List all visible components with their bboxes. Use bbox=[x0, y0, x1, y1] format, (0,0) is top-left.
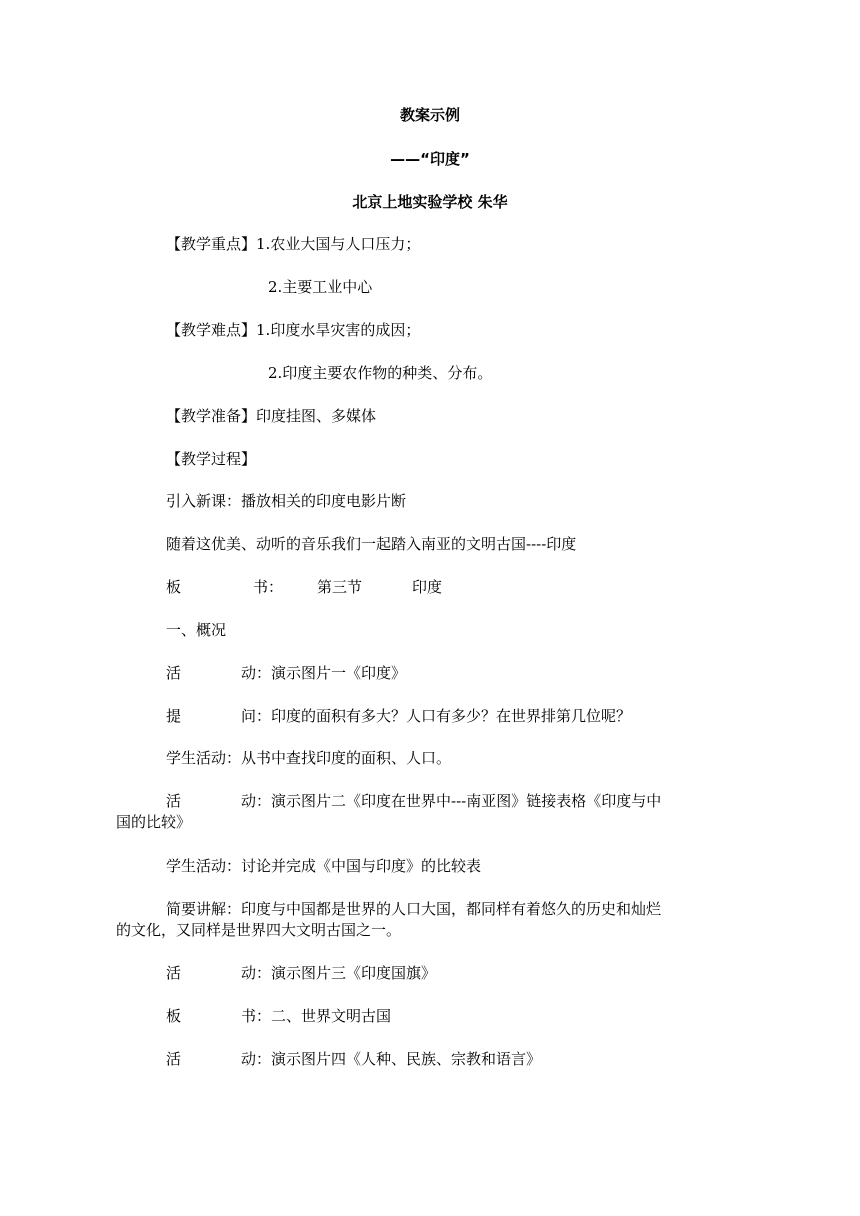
teaching-prep-line bbox=[166, 406, 376, 426]
question-line bbox=[166, 706, 631, 726]
activity-label-char-3: 活 bbox=[166, 964, 182, 982]
activity-text-1: 动：演示图片一《印度》 bbox=[241, 664, 407, 682]
activity-label-char-2: 活 bbox=[166, 792, 182, 810]
explanation-line-1: 简要讲解：印度与中国都是世界的人口大国，都同样有着悠久的历史和灿烂 bbox=[166, 900, 662, 918]
board-label-char-1: 板 bbox=[166, 578, 182, 596]
activity-line-4 bbox=[166, 1049, 541, 1069]
board-topic: 印度 bbox=[412, 578, 443, 596]
follow-line: 随着这优美、动听的音乐我们一起踏入南亚的文明古国----印度 bbox=[166, 535, 577, 553]
board-line-1 bbox=[166, 577, 442, 597]
teaching-process-label: 【教学过程】 bbox=[166, 450, 257, 468]
board-label-char-2: 书： bbox=[253, 578, 284, 596]
activity-text-2: 动：演示图片二《印度在世界中---南亚图》链接表格《印度与中 bbox=[241, 792, 662, 810]
activity-line-1 bbox=[166, 663, 406, 683]
teaching-difficulty-item-2: 2.印度主要农作物的种类、分布。 bbox=[268, 364, 493, 382]
teaching-focus-line-1 bbox=[166, 234, 420, 254]
board2-label-char-1: 板 bbox=[166, 1007, 182, 1025]
activity-line-2 bbox=[166, 791, 661, 811]
activity-label-char-4: 活 bbox=[166, 1050, 182, 1068]
teaching-focus-label: 【教学重点】 bbox=[166, 235, 257, 253]
teaching-difficulty-item-1: 1.印度水旱灾害的成因； bbox=[256, 321, 421, 339]
teaching-focus-item-2: 2.主要工业中心 bbox=[268, 278, 373, 296]
activity-label-char-1: 活 bbox=[166, 664, 182, 682]
author-line: 北京上地实验学校 朱华 bbox=[352, 193, 508, 211]
activity-text-2-continued: 国的比较》 bbox=[116, 813, 192, 831]
activity-text-3: 动：演示图片三《印度国旗》 bbox=[241, 964, 437, 982]
teaching-difficulty-line-1 bbox=[166, 320, 420, 340]
teaching-prep-text: 印度挂图、多媒体 bbox=[256, 407, 377, 425]
board-section: 第三节 bbox=[317, 578, 363, 596]
intro-line: 引入新课：播放相关的印度电影片断 bbox=[166, 492, 407, 510]
board-line-2 bbox=[166, 1006, 391, 1026]
teaching-difficulty-label: 【教学难点】 bbox=[166, 321, 257, 339]
student-activity-2: 学生活动：讨论并完成《中国与印度》的比较表 bbox=[166, 857, 482, 875]
teaching-prep-label: 【教学准备】 bbox=[166, 407, 257, 425]
question-text: 问：印度的面积有多大？人口有多少？在世界排第几位呢？ bbox=[241, 707, 632, 725]
student-activity-1: 学生活动：从书中查找印度的面积、人口。 bbox=[166, 749, 452, 767]
activity-text-4: 动：演示图片四《人种、民族、宗教和语言》 bbox=[241, 1050, 542, 1068]
section-overview: 一、概况 bbox=[166, 621, 227, 639]
explanation-line-2: 的文化，又同样是世界四大文明古国之一。 bbox=[116, 921, 402, 939]
question-label-char-1: 提 bbox=[166, 707, 182, 725]
board2-text: 书：二、世界文明古国 bbox=[241, 1007, 392, 1025]
teaching-focus-item-1: 1.农业大国与人口压力； bbox=[256, 235, 421, 253]
activity-line-3 bbox=[166, 963, 436, 983]
document-title: 教案示例 bbox=[399, 106, 460, 124]
document-subtitle: ——“印度” bbox=[390, 150, 470, 168]
